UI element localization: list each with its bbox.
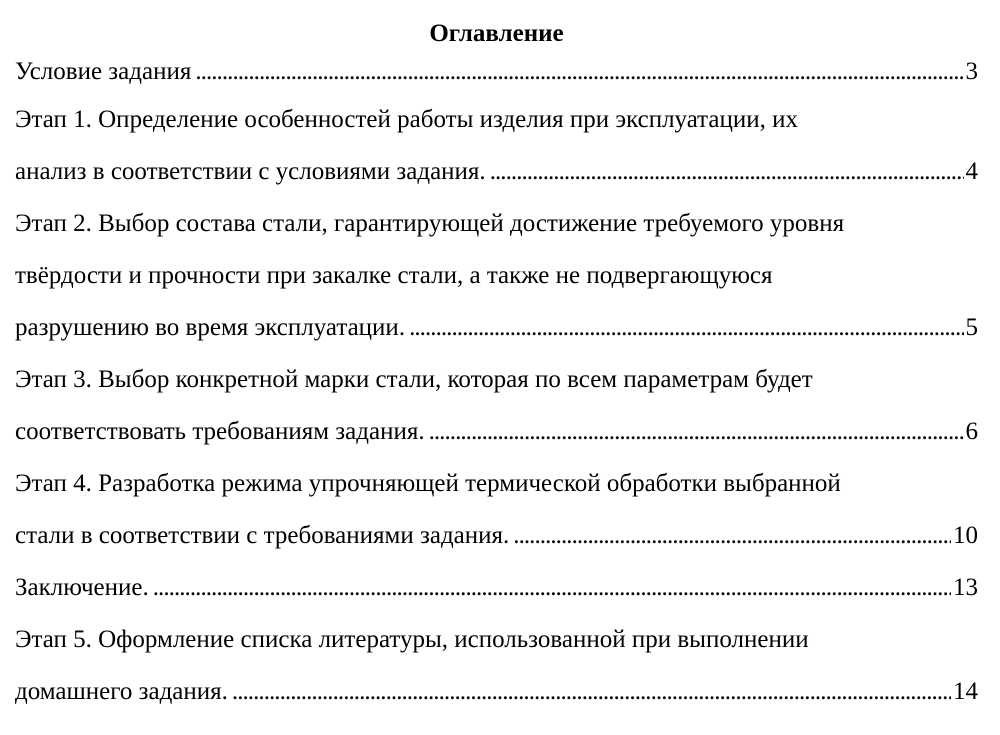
toc-entry-stage-4[interactable] — [15, 458, 978, 562]
toc-entry-last-line — [15, 562, 978, 614]
toc-entry-line: твёрдости и прочности при закалке стали, а также не подвергающуюся — [15, 262, 773, 289]
toc-entry-stage-3[interactable] — [15, 354, 978, 458]
dot-leader — [232, 666, 951, 718]
toc-entry-last-line — [15, 406, 978, 458]
toc-entry-text: Заключение. — [15, 574, 149, 601]
toc-entry-text: Условие задания — [15, 58, 192, 85]
dot-leader — [409, 302, 963, 354]
toc-entry-stage-2[interactable] — [15, 198, 978, 354]
toc-title: Оглавление — [429, 20, 564, 47]
toc-entry-last-line — [15, 146, 978, 198]
toc-entry-last-line — [15, 510, 978, 562]
toc-entry-text: стали в соответствии с требованиями задания. — [15, 522, 510, 549]
toc-entry-page: 3 — [965, 58, 978, 85]
toc-entry-condition[interactable] — [15, 50, 978, 94]
dot-leader — [429, 406, 964, 458]
toc-entry-page: 10 — [953, 522, 978, 549]
dot-leader — [195, 50, 963, 94]
dot-leader — [490, 146, 964, 198]
toc-entry-text: анализ в соответствии с условиями задания. — [15, 158, 486, 185]
toc-entry-last-line — [15, 302, 978, 354]
toc-entry-stage-1[interactable] — [15, 94, 978, 198]
toc-entry-line: Этап 4. Разработка режима упрочняющей термической обработки выбранной — [15, 470, 841, 497]
toc-entry-stage-5[interactable] — [15, 614, 978, 718]
toc-entry-line: Этап 5. Оформление списка литературы, использованной при выполнении — [15, 626, 809, 653]
toc-entry-page: 14 — [953, 678, 978, 705]
toc-entry-last-line — [15, 666, 978, 718]
toc-entry-text: домашнего задания. — [15, 678, 228, 705]
toc-entry-line: Этап 2. Выбор состава стали, гарантирующей достижение требуемого уровня — [15, 210, 845, 237]
toc-entry-page: 4 — [965, 158, 978, 185]
toc-entry-last-line — [15, 50, 978, 94]
toc-entry-line: Этап 3. Выбор конкретной марки стали, которая по всем параметрам будет — [15, 366, 813, 393]
toc-entry-page: 5 — [965, 314, 978, 341]
toc-entry-text: разрушению во время эксплуатации. — [15, 314, 406, 341]
toc-entry-text: соответствовать требованиям задания. — [15, 418, 425, 445]
dot-leader — [153, 562, 951, 614]
toc-list — [15, 50, 978, 718]
toc-entry-conclusion[interactable] — [15, 562, 978, 614]
toc-entry-page: 6 — [965, 418, 978, 445]
dot-leader — [513, 510, 951, 562]
toc-entry-page: 13 — [953, 574, 978, 601]
toc-entry-line: Этап 1. Определение особенностей работы изделия при эксплуатации, их — [15, 106, 799, 133]
